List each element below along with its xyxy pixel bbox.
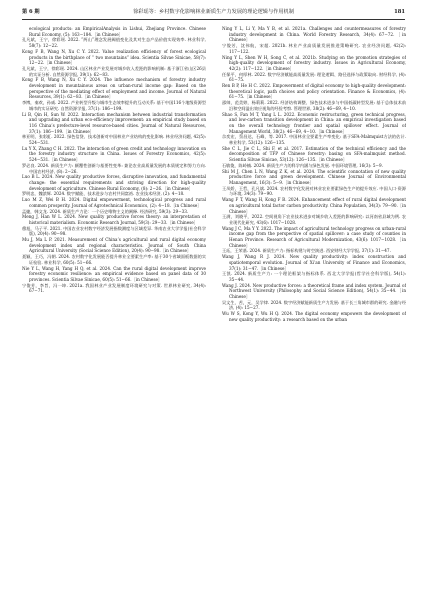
reference-entry: 李博，秦欢，孙威. 2022. 产业转型升级与城市生态效率提升的互动关系: 基于中国116个地级资源型城市的实证研究. 自然资源学报, 37(1): 186−199. [22, 100, 206, 111]
reference-entry: Luo B L. 2024. New quality productive forces, disruptive innovation, and fundamental change: the essential requirements and striving direction for high-quality development of agriculture. Chinese Rural Economy, (8): 2−26.［in Chinese］ [22, 174, 206, 191]
reference-entry: She C L, Jie C L, Shi F, et al. 2017. Estimation of the technical efficiency and the decomposition of TFP of Chinese forestry: basing on SFA-malmquist method. Scientia Silvae Sinicae, 53(12): 126−135.［in Chinese］ [222, 145, 406, 163]
reference-entry: Ren B P, He H C. 2022. Empowerment of digital economy to high-quality development: theoretical logic, path choices and policy orientation. Finance & Economics, (4): 61−75.［in Chinese］ [222, 83, 406, 100]
reference-entry: 孔凡斌，王宁，徐彩瑶. 2024. 山区林业产业发展对城乡收入差距的影响机制: 基于浙江省山区26县的实证分析. 自然资源学报, 39(1): 62−83. [22, 65, 206, 77]
header-rule [22, 19, 405, 20]
reference-entry: Kong F B, Wang N, Xu C Y. 2024. The influence mechanism of forestry industry development in mountainous areas on urban-rural income gap: Based on the perspective of the mediating effect of employment and income. Journal of Natural Resources, 39(1): 62−83.［in Chinese］ [22, 77, 206, 100]
reference-entry: 邵帅，范美婷，杨莉莉. 2022. 经济结构调整、绿色技术进步与中国低碳转型发展: 基于总体技术前沿和空间溢出效应视角的经验考察. 管理世界, 38(2): 46−69, 4−10. [222, 100, 406, 111]
reference-entry: Wang J C, Ma Y Y. 2022. The impact of agricultural technology progress on urban-rural income gap from the perspective of spatial spillover: a case study of counties in Henan Province. Research of Agricultural Modernization, 43(6): 1017−1028.［in Chinese］ [222, 225, 406, 248]
references-left-column [22, 26, 206, 594]
reference-entry: Wang J. 2024. New productive forces: a theoretical frame and index system. Journal of Northwest University (Philosophy and Social Science Edition), 54(1): 35−44.［in Chinese］ [222, 282, 406, 300]
reference-entry: Li B, Qin H, Sun W. 2022. Interaction mechanism between industrial transformation and upgrading and urban eco-efficiency improvement: an empirical study based on 116 China’s prefecture-level resource-based cities. Journal of Natural Resources, 37(1): 186−199.［in Chinese］ [22, 111, 206, 134]
reference-entry: Kong F B, Wang N, Xu C Y. 2022. Value realization efficiency of forest ecological products in the birthplace of “ two mountains” idea. Scientia Silvae Sinicae, 58(7): 12−22.［in Chinese］ [22, 48, 206, 66]
reference-entry: 吴文生，苦，元，吴学律. 2024. 数字经济赋能新质生产力发展: 基于长三角城市群的研究. 金融与经济, (4): 15−27. [222, 299, 406, 311]
reference-entry: 任保平，何厚林. 2022. 数字经济赋能高质量发展: 理论逻辑、路径选择与政策取向. 财经科学, (4): 61−75. [222, 71, 406, 83]
reference-entry: 王凯. 2024. 新质生产力: 一个理论框架与指标体系. 西北大学学报(哲学社会科学版), 54(1): 35−44. [222, 271, 406, 282]
reference-entry: Lu Y X, Zhang C H. 2022. The interaction of green credit and technology innovation on the forestry industry structure in China. Issues of Forestry Economics, 42(5): 524−531.［in Chinese］ [22, 145, 206, 163]
page-header [22, 6, 405, 18]
reference-entry: Meng J, Han W L. 2024. New quality productive forces theory: an interpretation of historical materialism. Economic Research Journal, 59(3): 29−33.［in Chinese］ [22, 214, 206, 225]
reference-entry: Ning Y L, Shen W H, Song C, et al. 2021b. Studying on the promotion strategies of high-quality development of forestry industry. Issues in Agricultural Economy, 42(2): 117−122.［in Chinese］ [222, 54, 406, 71]
issue-number: 第 6 期 [22, 9, 40, 15]
reference-entry: 佘奕宏，蔡昌达，石峰，等. 2017. 中国林业全要素生产率变化: 基于SFA-Malmquist方法的估计. 林业科学, 53(12): 126−135. [222, 134, 406, 146]
reference-entry: 王珏，王荣基. 2024. 新质生产力: 指标构建与时空演进. 西安财经大学学报, 37(1): 31−47. [222, 248, 391, 254]
reference-entry: Ning Y L, Li Y, Ma Y B, et al. 2021a. Challenges and countermeasures of forestry industry development in China. World Forestry Research, 34(4): 67−72.［in Chinese］ [222, 26, 406, 43]
reference-entry: 林亚明，张彩虹. 2022. 绿色信贷、技术创新对中国林业产业结构的变化影响. 林业经济问题, 42(5): 524−531. [22, 134, 206, 146]
running-title: 徐彩瑶等：乡村数字化影响林业新质生产力发展的理论逻辑与作用机制 [133, 9, 294, 15]
reference-entry: Shi M J, Chen L N, Wang Z K, et al. 2024. The scientific connotation of new quality productive force and green development. Chinese Journal of Environmental Management, 16(3): 5−9.［in Chinese］ [222, 168, 406, 185]
reference-entry: 王满，刘晓平，2022. 空间视角下农业技术进步对城乡收入差距的影响研究: 以河南省县域为例. 农业现代化研究, 43(6): 1017−1028. [222, 214, 406, 225]
reference-entry: 石敏俊，陈岭楠. 2024. 新质生产力的科学内涵与绿色发展. 中国环境管理, 16(3): 5−9. [222, 162, 383, 168]
reference-entry: Nie Y L, Wang H, Yang H Q, et al. 2024. Can the rural digital development improve forestry economic resilience: an empirical evidence based on panel data of 30 provinces. Scientia Silvae Sinicae, 60(5): 51−66.［in Chinese］ [22, 265, 206, 282]
reference-entry: 穆旭，马子平. 2021. 中国农业农村数字经济发展指数测度与区域差异. 华南农业大学学报(社会科学版), 20(4): 90−98. [22, 225, 206, 237]
reference-entry: Wu W S, Kong Y, Wu H Q. 2024. The digital economy empowers the development of new quality productivity: a research based on the urban [222, 311, 406, 322]
reference-entry: 王凤娇，王哲，孔凡斌. 2024. 农村数字化发展对林业农业要素绿色生产的提升效应. 中国人口·资源与环境, 34(3): 79−90. [222, 185, 406, 197]
reference-entry: Wang F T, Wang H, Kong F B. 2024. Enhancement effect of rural digital development on agricultural total factor carbon productivity. China Population, 34(3): 79−90.［in Chinese］ [222, 197, 406, 214]
references-right-column [222, 26, 406, 594]
page-number: 181 [394, 9, 405, 15]
reference-entry: ecological products: an EmpiricalAnalysis in Lishui, Zhejiang Province. Chinese Rural Economy, (5): 163−184.［in Chinese］ [29, 26, 206, 37]
reference-entry: 罗必良. 2024. 新质生产力: 颠覆性创新与基要性变革: 兼论农业高质量发展的本质规定和努力方向. 中国农村经济, (8): 2−26. [22, 162, 206, 174]
reference-entry: 孔凡斌，王宁，徐彩瑶. 2022. “两山”理念发展阈值变化及其对生态产品价值实现效率. 林业科学, 58(7): 12−22. [22, 37, 206, 49]
reference-entry: Wang J, Wang R J. 2024. New quality productivity: index construction and spatiotemporal evolution. Journal of Xi’an University of Finance and Economics, 37(1): 31−47.［in Chinese］ [222, 254, 406, 271]
reference-entry: 宁俊芳，李旨，冯一坤. 2021a. 我国林业产业发展制度环境研究与对策. 世界林业研究, 34(4): 67−71. [22, 282, 206, 294]
reference-entry: 孟捷，韩文龙. 2024. 新质生产力论：一个历史唯物主义的阐释. 经济研究, 59(3): 29−33. [22, 208, 189, 214]
reference-entry: Shao S, Fan M T, Yang L L. 2022. Economic restructuring, green technical progress, and low-carbon transition development in China: an empirical investigation based on the overall technology frontier and spatial spillover effect. Journal of Management World, 38(2): 46−69, 4−10.［in Chinese］ [222, 111, 406, 134]
reference-entry: 罗明忠，魏滨辉. 2024. 数字赋能、技术进步与农村共同富裕. 农业技术经济, (2): 4−18. [22, 191, 185, 197]
reference-entry: 聂颖，王巧，冯朝. 2024. 农村数字化发展能否提升林业全要素生产率: 基于30个省域面板数据的实证检验. 林业科学, 60(5): 51−66. [22, 254, 206, 265]
reference-entry: Luo M Z, Wei B H. 2024. Digital empowerment, technological progress and rural common prosperity. Journal of Agrotechnical Economics, (2): 4−18.［in Chinese］ [22, 197, 206, 208]
reference-entry: 宁俊芳，沈伟航，宋超. 2021b. 林业产业高质量发展推进策略研究. 农业经济问题, 42(2): 117−122. [222, 43, 406, 54]
reference-entry: Mu J, Ma L P. 2021. Measurement of China’s agricultural and rural digital economy development index and regional characteristics. Journal of South China Agricultural University (Social Science Edition), 20(4): 90−98.［in Chinese］ [22, 237, 206, 254]
